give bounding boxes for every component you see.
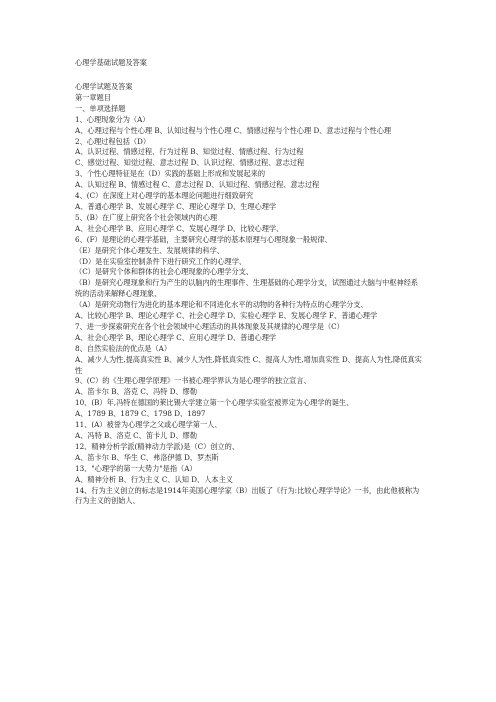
- question-9: 9、(C）的《生理心理学原理》一书被心理学界认为是心理学的独立宣言、: [75, 376, 311, 386]
- section-heading: 心理学试题及答案: [75, 82, 133, 91]
- question-6-item-c: （C）是研究个体和群体的社会心理现象的心理学分支、: [75, 267, 254, 277]
- question-11-options: A、冯特 B、洛克 C、笛卡儿 D、缪勒: [75, 431, 198, 440]
- question-2: 2、心理过程包括（D）: [75, 136, 151, 146]
- question-4: 4、(C）在深度上对心理学的基本理论问题进行细致研究: [75, 191, 254, 201]
- question-8: 8、自然实验法的优点是（A）: [75, 343, 172, 353]
- question-1: 1、心理现象分为（A）: [75, 114, 150, 124]
- chapter-heading: 第一章题目: [75, 92, 111, 102]
- question-13: 13、"心理学的第一大势力"是指（A）: [75, 463, 197, 473]
- question-6-options: A、比较心理学 B、理论心理学 C、社会心理学 D、实验心理学 E、发展心理学 F、普通心理学: [75, 311, 378, 321]
- question-10: 10、(B）年,冯特在德国的莱比锡大学建立第一个心理学实验室被界定为心理学的诞生、: [75, 398, 354, 408]
- question-11: 11、(A）被誉为心理学之父或心理学第一人、: [75, 420, 222, 430]
- question-14: 14、行为主义创立的标志是1914年美国心理学家（B）出版了《行为:比较心理学导论》一书，由此他被称为行为主义的创始人、: [75, 485, 420, 506]
- question-6-item-a: （A）是研究动物行为进化的基本理论和不同进化水平的动物的各种行为特点的心理学分支、: [75, 300, 368, 310]
- document-title: 心理学基础试题及答案: [75, 58, 147, 67]
- question-9-options: A、笛卡尔 B、洛克 C、冯特 D、缪勒: [75, 387, 198, 397]
- question-12: 12、精神分析学派(精神动力学派)是（C）创立的、: [75, 441, 240, 451]
- question-2-options-a-b: A、认识过程、情感过程、行为过程 B、知觉过程、情感过程、行为过程: [75, 147, 304, 157]
- question-type-heading: 一、单项选择题: [75, 103, 126, 113]
- question-8-options: A、减少人为性,提高真实性 B、减少人为性,降低真实性 C、提高人为性,增加真实性 D、提高人为性,降低真实性: [75, 354, 422, 375]
- question-10-options: A、1789 B、1879 C、1798 D、1897: [75, 409, 206, 419]
- question-3-options: A、认知过程 B、情感过程 C、意志过程 D、认知过程、情感过程、意志过程: [75, 180, 320, 190]
- question-3: 3、个性心理特征是在（D）实践的基础上形成和发展起来的: [75, 169, 266, 179]
- question-5-options: A、社会心理学 B、应用心理学 C、发展心理学 D、比较心理学、: [75, 223, 284, 233]
- question-2-options-c-d: C、感觉过程、知觉过程、意志过程 D、认识过程、情感过程、意志过程: [75, 158, 305, 168]
- question-6: 6、(F）是理论的心理学基础，主要研究心理学的基本原理与心理现象一般规律、: [75, 234, 332, 244]
- question-4-options: A、普通心理学 B、发展心理学 C、理论心理学 D、生理心理学: [75, 201, 277, 211]
- question-7: 7、进一步探索研究在各个社会领域中心理活动的具体现象及其规律的心理学是（C）: [75, 321, 344, 331]
- question-6-item-d: （D）是在实验室控制条件下进行研究工作的心理学、: [75, 256, 247, 266]
- question-5: 5、(B）在广度上研究各个社会领域内的心理: [75, 212, 218, 222]
- question-1-options: A、心理过程与个性心理 B、认知过程与个性心理 C、情感过程与个性心理 D、意志过程与个性心理: [75, 125, 392, 135]
- document-page: [75, 58, 423, 507]
- question-6-item-e: （E）是研究个体心理发生、发展规律的科学、: [75, 245, 224, 255]
- question-13-options: A、精神分析 B、行为主义 C、认知 D、人本主义: [75, 474, 233, 484]
- question-7-options: A、社会心理学 B、理论心理学 C、应用心理学 D、普通心理学: [75, 332, 277, 342]
- question-6-item-b: （B）是研究心理现象和行为产生的以脑内的生理事件、生理基础的心理学分支，试图通过大脑与中枢神经系统的活动来解释心理现象、: [75, 278, 419, 299]
- question-12-options: A、笛卡尔 B、华生 C、弗洛伊德 D、罗杰斯: [75, 452, 219, 462]
